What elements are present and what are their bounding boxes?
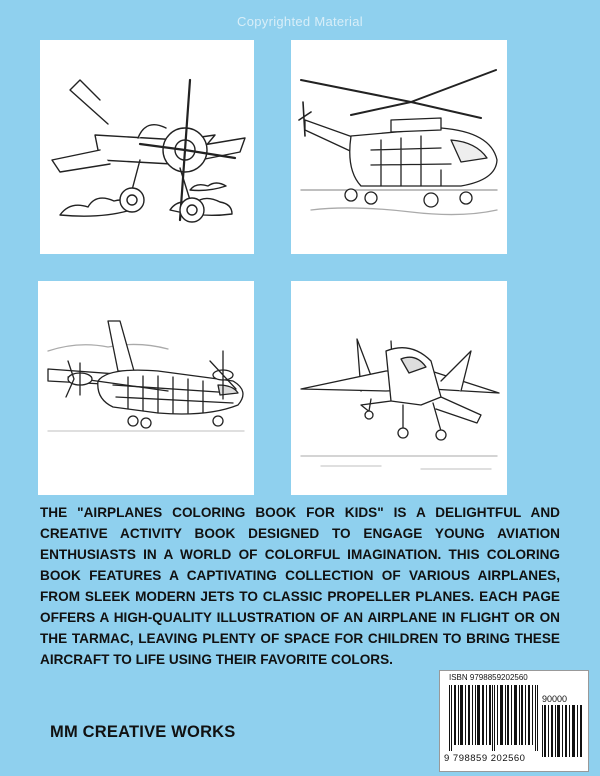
- isbn-barcode: [439, 670, 589, 772]
- publisher-name: MM CREATIVE WORKS: [50, 723, 236, 741]
- illustration-cargo-plane: [38, 281, 254, 495]
- book-description: THE "AIRPLANES COLORING BOOK FOR KIDS" IS A DELIGHTFUL AND CREATIVE ACTIVITY BOOK DESIGNED TO ENGAGE YOUNG AVIATION ENTHUSIASTS IN A WORLD OF COLORFUL IMAGINATION. THIS COLORING BOOK FEATURES A CAPTIVATING COLLECTION OF VARIOUS AIRPLANES, FROM SLEEK MODERN JETS TO CLASSIC PROPELLER PLANES. EACH PAGE OFFERS A HIGH-QUALITY ILLUSTRATION OF AN AIRPLANE IN FLIGHT OR ON THE TARMAC, LEAVING PLENTY OF SPACE FOR CHILDREN TO BRING THESE AIRCRAFT TO LIFE USING THEIR FAVORITE COLORS.: [40, 505, 560, 667]
- barcode-digits: 9 798859 202560: [444, 753, 526, 764]
- price-code: 90000: [542, 694, 568, 704]
- price-barcode-bars: [542, 705, 582, 757]
- isbn-label: ISBN 9798859202560: [449, 673, 528, 682]
- illustration-propeller-airplane: [40, 40, 254, 254]
- barcode-bars: [449, 685, 539, 751]
- illustration-fighter-jet: [291, 281, 507, 495]
- illustration-helicopter: [291, 40, 507, 254]
- copyright-watermark: Copyrighted Material: [237, 14, 363, 29]
